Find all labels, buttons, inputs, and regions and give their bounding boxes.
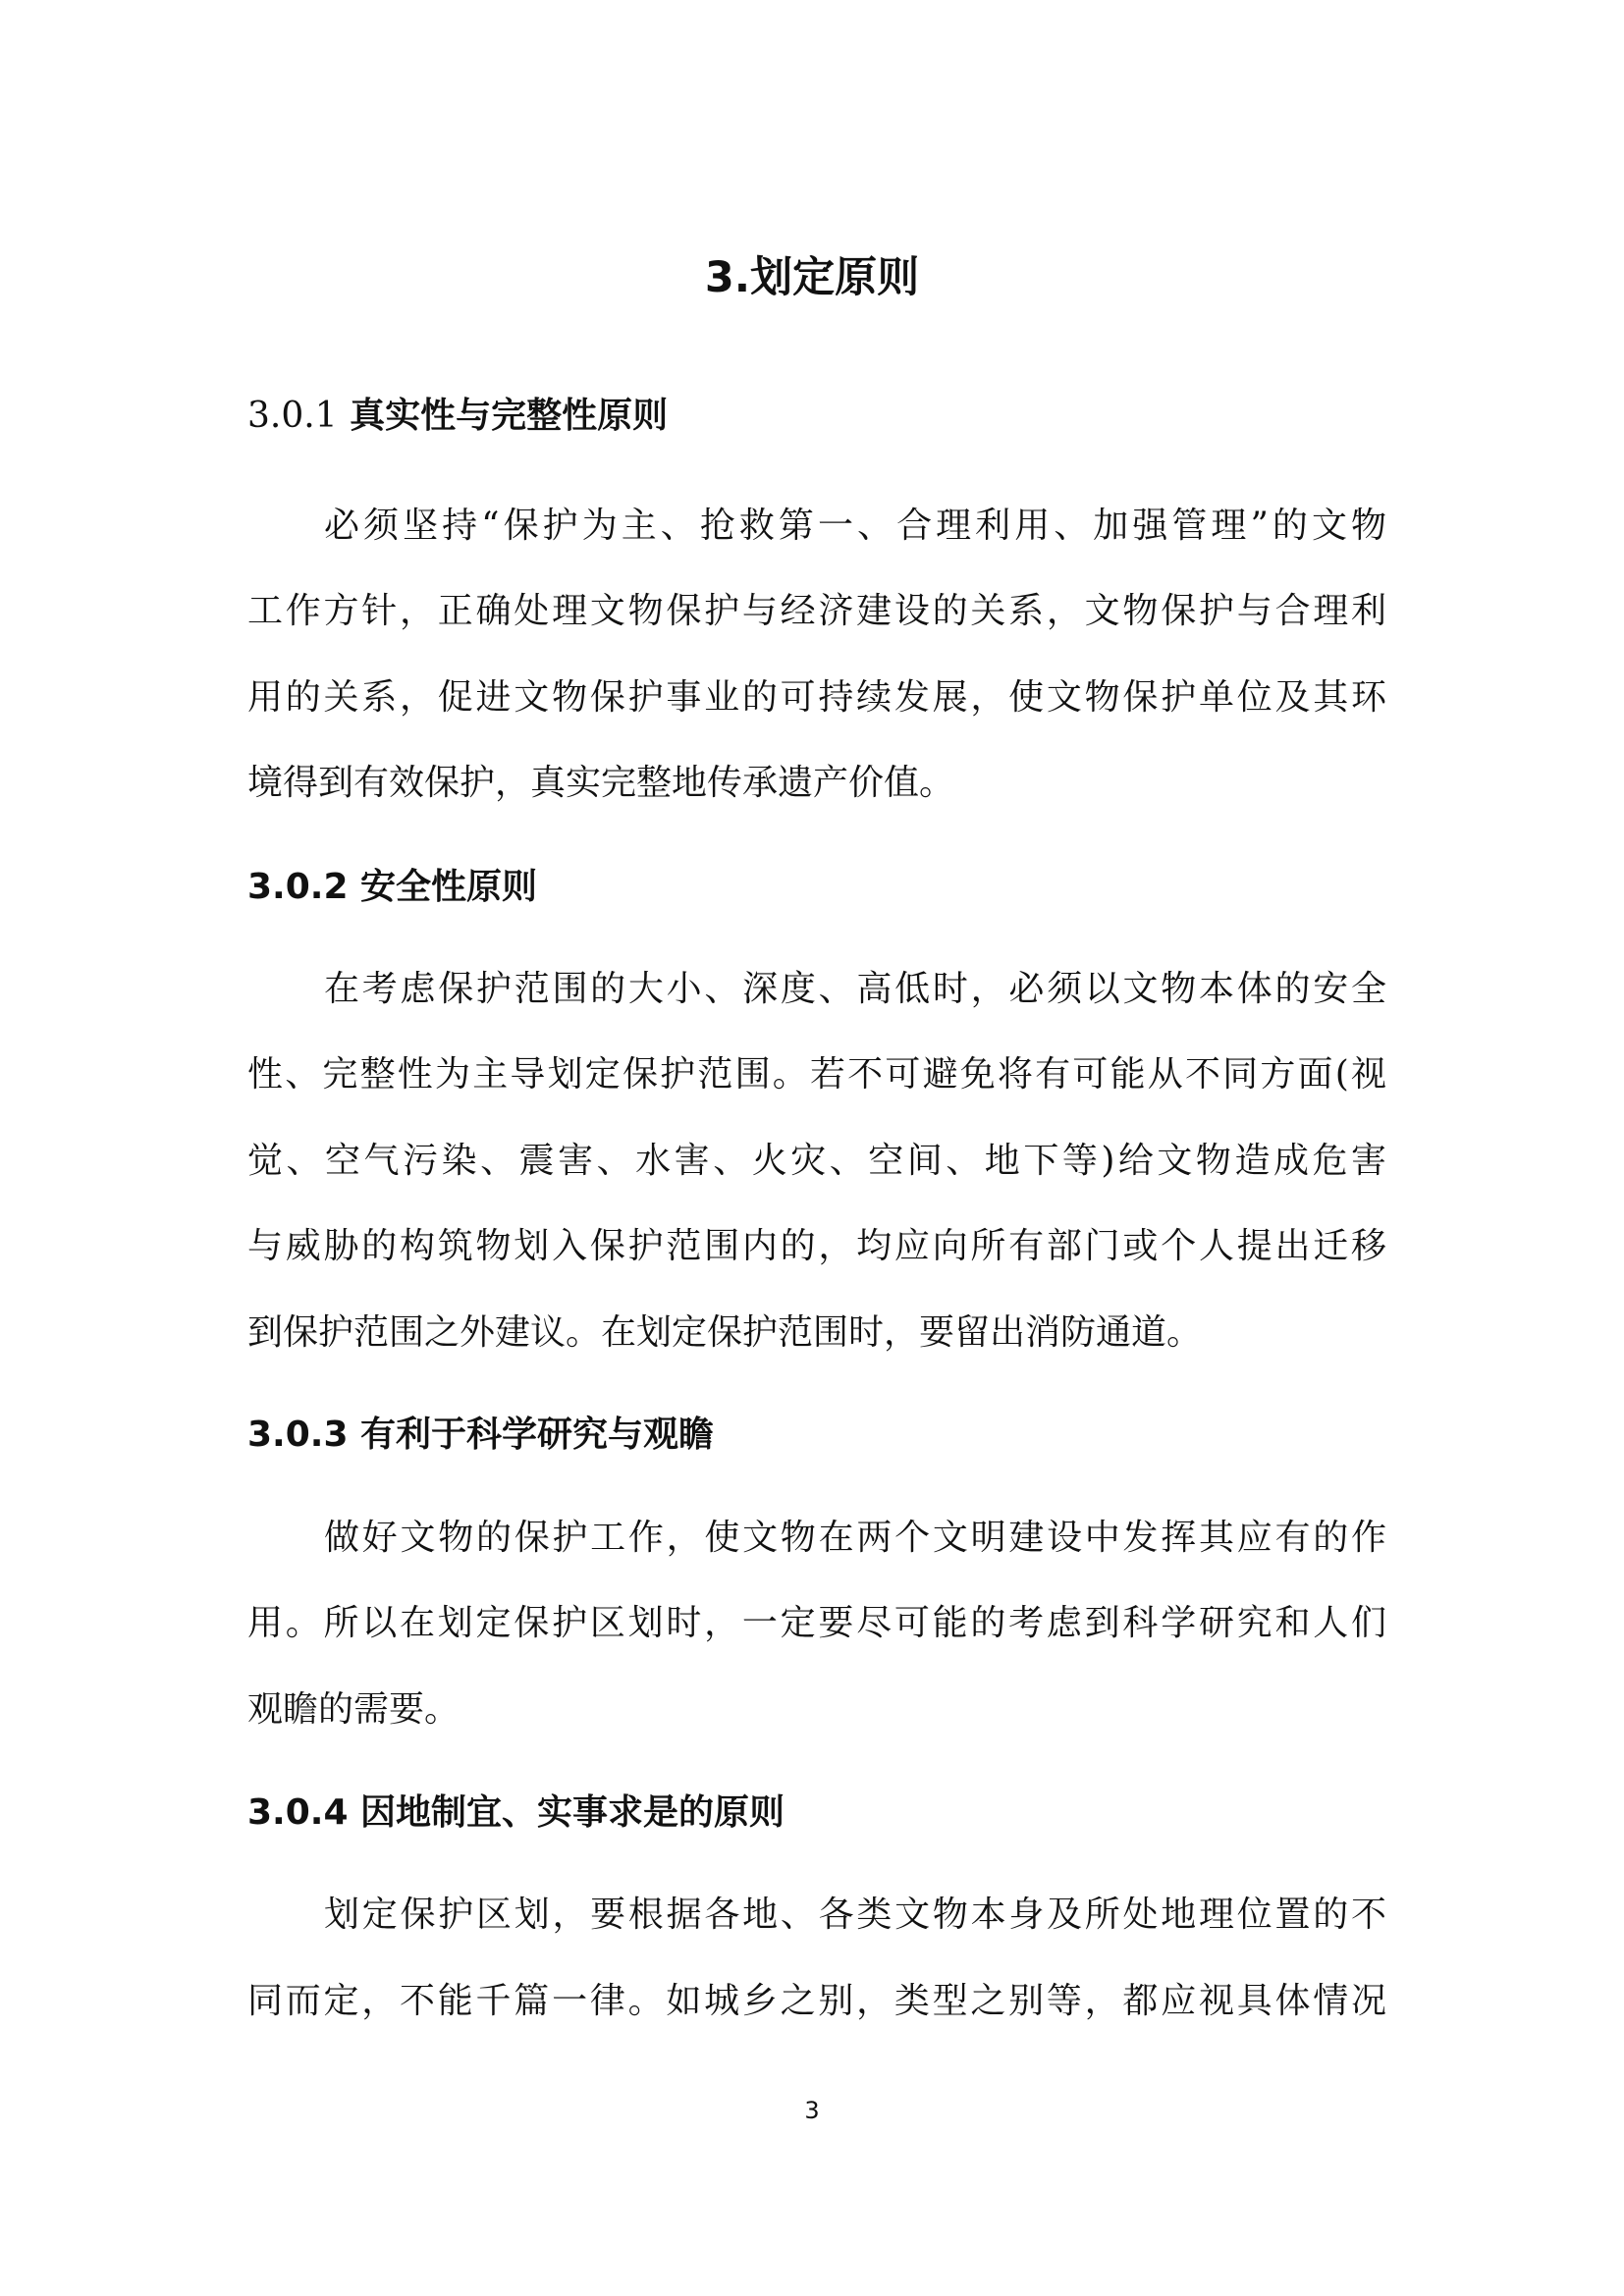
paragraph-line: 用的关系，促进文物保护事业的可持续发展，使文物保护单位及其环 xyxy=(247,677,1386,718)
paragraph-line: 觉、空气污染、震害、水害、火灾、空间、地下等)给文物造成危害 xyxy=(247,1141,1386,1181)
page-number: 3 xyxy=(804,2097,820,2124)
paragraph-line: 划定保护区划，要根据各地、各类文物本身及所处地理位置的不 xyxy=(324,1895,1386,1935)
section-heading-3-0-4 xyxy=(247,1788,1386,1839)
paragraph-line: 与威胁的构筑物划入保护范围内的，均应向所有部门或个人提出迁移 xyxy=(247,1226,1386,1266)
paragraph-line: 在考虑保护范围的大小、深度、高低时，必须以文物本体的安全 xyxy=(324,969,1386,1009)
paragraph-line: 性、完整性为主导划定保护范围。若不可避免将有可能从不同方面(视 xyxy=(247,1054,1386,1095)
paragraph-line: 同而定，不能千篇一律。如城乡之别，类型之别等，都应视具体情况 xyxy=(247,1981,1386,2021)
paragraph-line: 用。所以在划定保护区划时，一定要尽可能的考虑到科学研究和人们 xyxy=(247,1603,1386,1643)
paragraph-line: 工作方针，正确处理文物保护与经济建设的关系，文物保护与合理利 xyxy=(247,591,1386,631)
paragraph-line: 做好文物的保护工作，使文物在两个文明建设中发挥其应有的作 xyxy=(324,1518,1386,1558)
section-title: 安全性原则 xyxy=(360,867,538,907)
section-heading-3-0-1 xyxy=(247,391,1386,442)
paragraph-line: 观瞻的需要。 xyxy=(247,1689,460,1730)
section-number: 3.0.3 xyxy=(247,1415,349,1455)
page-title: 3.划定原则 xyxy=(704,253,920,302)
section-heading-3-0-2 xyxy=(247,862,1386,913)
section-number: 3.0.1 xyxy=(247,396,338,436)
section-number: 3.0.4 xyxy=(247,1792,349,1833)
paragraph-line: 境得到有效保护，真实完整地传承遗产价值。 xyxy=(247,763,955,803)
section-heading-3-0-3 xyxy=(247,1410,1386,1461)
section-number: 3.0.2 xyxy=(247,867,349,907)
section-title: 有利于科学研究与观瞻 xyxy=(360,1415,715,1455)
paragraph-line: 必须坚持“保护为主、抢救第一、合理利用、加强管理”的文物 xyxy=(324,506,1386,546)
section-title: 真实性与完整性原则 xyxy=(350,396,669,436)
paragraph-line: 到保护范围之外建议。在划定保护范围时，要留出消防通道。 xyxy=(247,1312,1203,1353)
section-title: 因地制宜、实事求是的原则 xyxy=(360,1792,785,1833)
